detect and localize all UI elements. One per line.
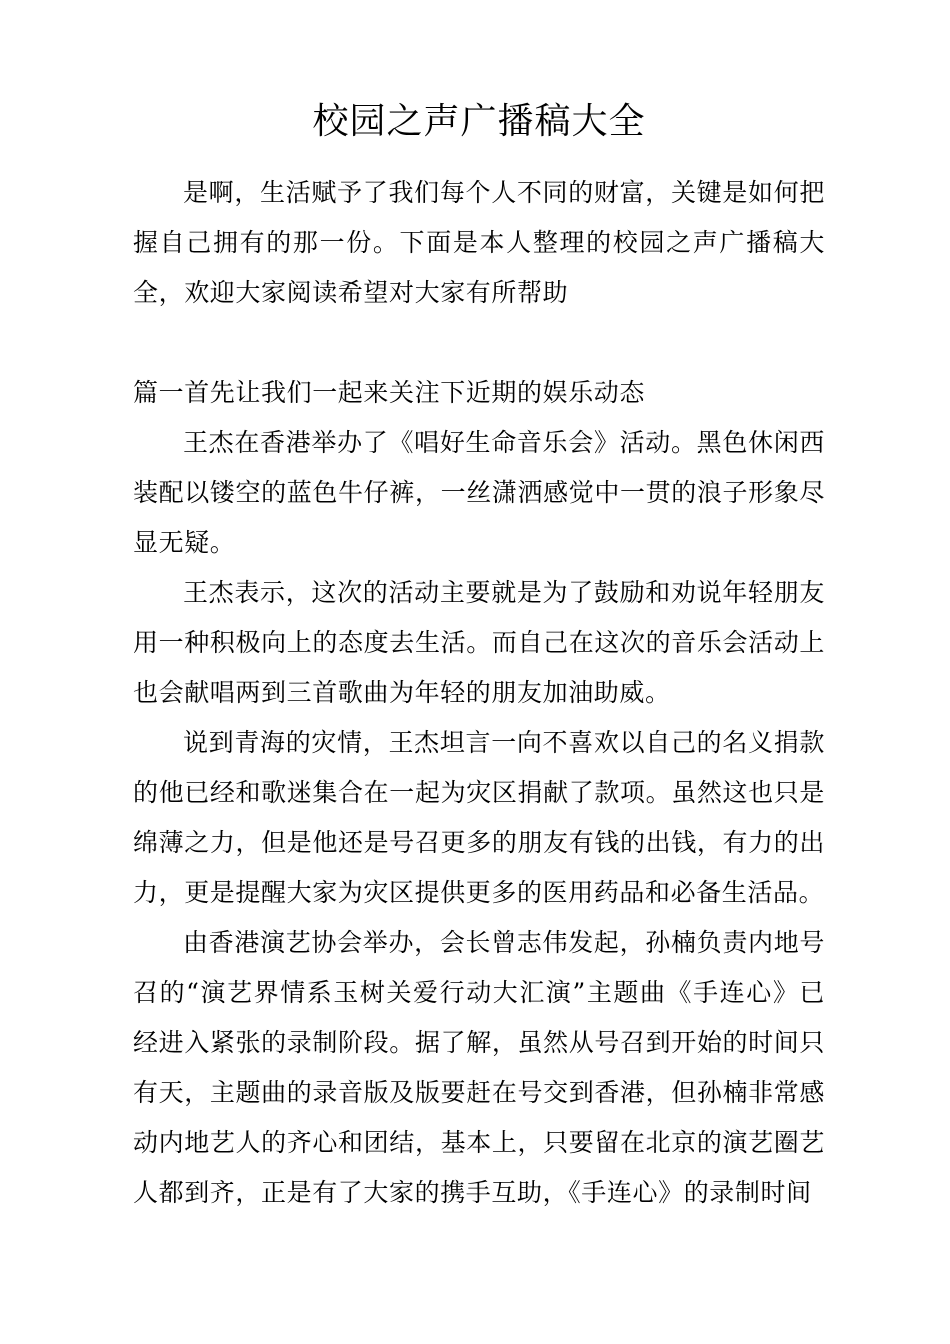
- blank-line: [133, 318, 825, 368]
- body-paragraph: 王杰表示，这次的活动主要就是为了鼓励和劝说年轻朋友用一种积极向上的态度去生活。而自己在这次的音乐会活动上也会献唱两到三首歌曲为年轻的朋友加油助威。: [133, 578, 825, 707]
- body-paragraph: 王杰在香港举办了《唱好生命音乐会》活动。黑色休闲西装配以镂空的蓝色牛仔裤，一丝潇洒感觉中一贯的浪子形象尽显无疑。: [133, 428, 825, 557]
- section-heading: 篇一首先让我们一起来关注下近期的娱乐动态: [133, 378, 646, 407]
- document-body: [133, 96, 825, 1218]
- document-title: 校园之声广播稿大全: [312, 101, 646, 142]
- intro-paragraph: 是啊，生活赋予了我们每个人不同的财富，关键是如何把握自己拥有的那一份。下面是本人整理的校园之声广播稿大全，欢迎大家阅读希望对大家有所帮助: [133, 178, 825, 307]
- body-paragraph: 说到青海的灾情，王杰坦言一向不喜欢以自己的名义捐款的他已经和歌迷集合在一起为灾区捐献了款项。虽然这也只是绵薄之力，但是他还是号召更多的朋友有钱的出钱，有力的出力，更是提醒大家为灾区提供更多的医用药品和必备生活品。: [133, 728, 825, 907]
- body-paragraph: 由香港演艺协会举办，会长曾志伟发起，孙楠负责内地号召的“演艺界情系玉树关爱行动大汇演”主题曲《手连心》已经进入紧张的录制阶段。据了解，虽然从号召到开始的时间只有天，主题曲的录音版及版要赶在号交到香港，但孙楠非常感动内地艺人的齐心和团结，基本上，只要留在北京的演艺圈艺人都到齐，正是有了大家的携手互助，《手连心》的录制时间: [133, 928, 825, 1207]
